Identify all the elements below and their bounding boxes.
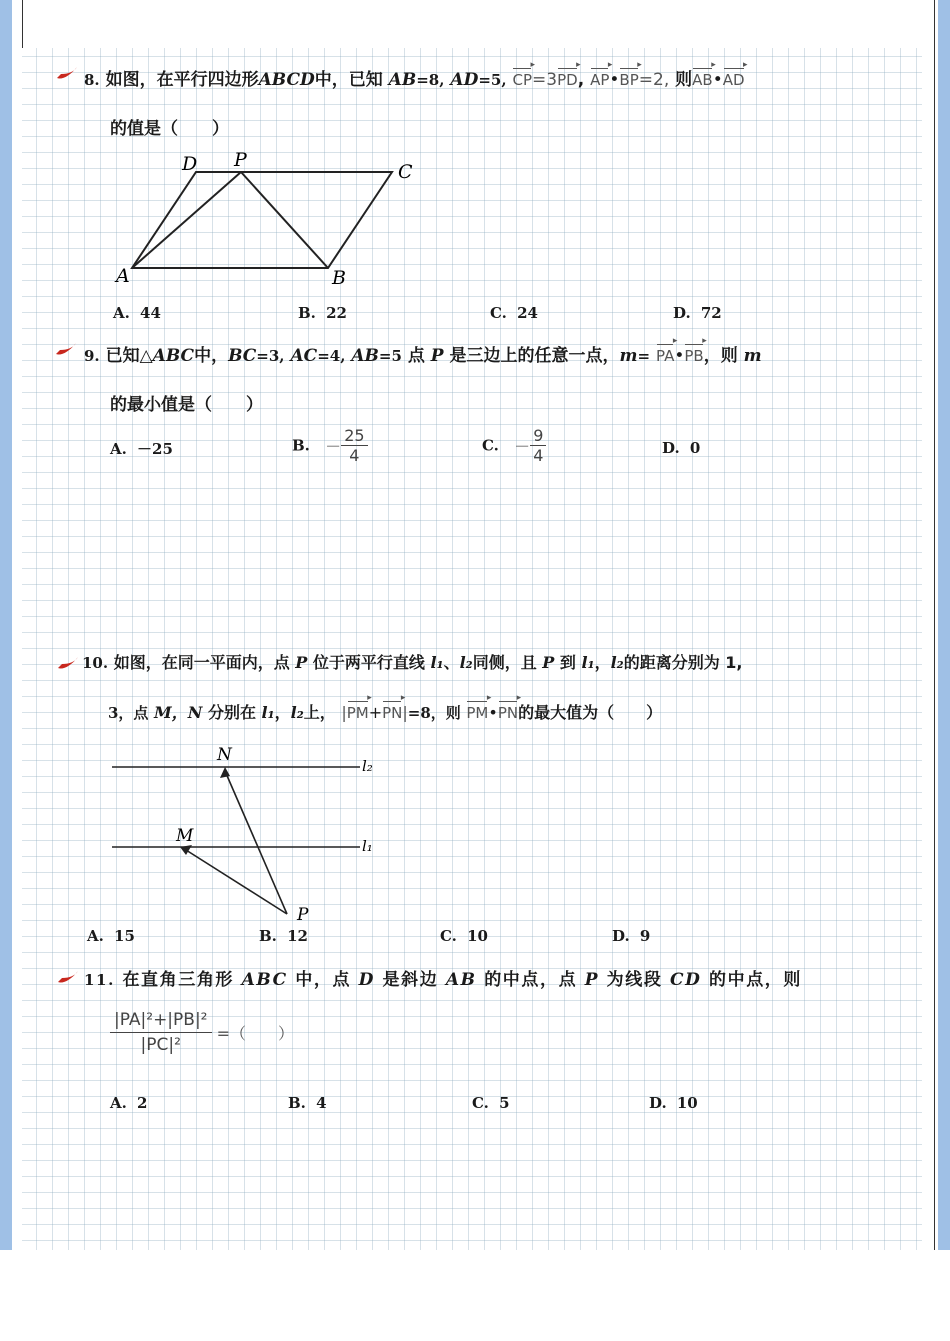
q10-vec-pm2: PM ▸ — [466, 704, 488, 722]
q10-l2b: l₂ — [610, 653, 624, 672]
q8-label-a: A — [116, 265, 130, 287]
q8-vec-pd: PD ▸ — [557, 71, 578, 89]
q10-line2-b: 分别在 — [207, 703, 256, 722]
q10-vec-pn: PN ▸ — [382, 704, 402, 722]
q10-line1-c: 同侧，且 — [472, 653, 537, 672]
q8-shape: ABCD — [258, 70, 315, 90]
question-mark-icon — [56, 66, 78, 80]
question-mark-icon — [57, 970, 79, 984]
q10-eq8: =8，则 — [407, 704, 461, 722]
q9-ab: AB — [351, 346, 379, 366]
q9-stem-d: 是三边上的任意一点， — [449, 346, 620, 366]
q11-fraction: $\frac{\text{|PA|²+|PB|²}}{\text{|PC|²}}$ — [110, 1010, 212, 1055]
question-mark-icon — [55, 342, 77, 356]
q10-plus: + — [368, 703, 383, 722]
q10-l1: l₁ — [430, 653, 444, 672]
q8-number: 8. — [84, 71, 100, 89]
q11-tri: ABC — [241, 970, 288, 990]
q9-m2: m — [743, 346, 762, 366]
q11-cd: CD — [669, 970, 702, 990]
q8-dot: • — [609, 70, 620, 90]
q10-line2 — [108, 700, 662, 723]
q10-sep: 、 — [443, 653, 460, 672]
q10-label-p: P — [297, 905, 309, 925]
q11-stem-f: 的中点，则 — [709, 970, 802, 990]
q9-line2: 的最小值是（ ） — [110, 395, 263, 415]
q10-comma: ， — [594, 653, 611, 672]
q8-line2: 的值是（ ） — [110, 119, 229, 139]
q10-p: P — [295, 653, 308, 672]
q8-option-a[interactable]: A. 44 — [113, 304, 161, 322]
q11-tail: =（ ） — [216, 1024, 295, 1043]
q11-stem-e: 为线段 — [606, 970, 663, 990]
q8-line1 — [84, 65, 745, 90]
q11-option-b[interactable]: B. 4 — [288, 1094, 327, 1112]
q9-option-c-fraction: $\frac{9}{4}$ — [530, 426, 546, 465]
right-margin-bar — [938, 0, 950, 1250]
q8-stem-b: 中，已知 — [314, 70, 383, 90]
q10-line2-d: 的最大值为（ ） — [518, 703, 663, 722]
q11-option-a[interactable]: A. 2 — [110, 1094, 148, 1112]
q9-tri: ABC — [152, 346, 195, 366]
q8-eq2: =2, — [638, 70, 670, 90]
q11-stem-b: 中，点 — [295, 970, 352, 990]
q8-stem-a: 如图，在平行四边形 — [105, 70, 259, 90]
q11-option-d[interactable]: D. 10 — [649, 1094, 698, 1112]
question-mark-icon — [57, 656, 79, 670]
q9-stem-e: ，则 — [703, 346, 738, 366]
q11-line1 — [84, 965, 802, 990]
q8-vec-ad: AD ▸ — [723, 71, 745, 89]
q8-comma: , — [577, 70, 585, 90]
q10-option-a[interactable]: A. 15 — [87, 927, 135, 945]
q9-stem-a: 已知△ — [105, 346, 153, 366]
left-margin-bar — [0, 0, 12, 1250]
q9-ac-val: =4, — [317, 347, 346, 365]
q11-stem-d: 的中点，点 — [484, 970, 578, 990]
q8-vec-ab: AB ▸ — [692, 71, 713, 89]
q10-parallel-lines-figure — [100, 740, 390, 926]
q8-figure-lines — [132, 172, 392, 268]
q10-arrow-n — [220, 767, 230, 778]
q8-label-d: D — [182, 153, 198, 175]
q8-option-b[interactable]: B. 22 — [298, 304, 347, 322]
q9-number: 9. — [84, 347, 100, 365]
q9-eq: = — [637, 347, 651, 365]
q10-comma2: ， — [274, 703, 291, 722]
q8-vec-bp: BP ▸ — [619, 71, 638, 89]
q8-ad: AD — [450, 70, 479, 90]
q11-number: 11. — [84, 971, 115, 989]
q8-vec-cp: CP ▸ — [512, 71, 532, 89]
q9-option-a[interactable]: A. －25 — [110, 440, 173, 458]
q9-m: m — [619, 346, 638, 366]
q11-d: D — [358, 970, 376, 990]
q8-segment-pb — [241, 172, 328, 268]
q9-option-b-fraction: $\frac{25}{4}$ — [341, 426, 367, 465]
q9-option-b[interactable]: B. － $\frac{25}{4}$ — [292, 426, 368, 465]
q10-dot: • — [488, 703, 498, 722]
q9-line1 — [84, 341, 762, 366]
q10-label-l1: l₁ — [362, 837, 373, 855]
q8-dot2: • — [712, 70, 723, 90]
q8-ab-val: =8, — [416, 71, 445, 89]
q9-stem-b: 中， — [194, 346, 229, 366]
q10-label-n: N — [217, 745, 232, 765]
q10-l1c: l₁ — [261, 703, 275, 722]
q9-ab-val: =5 — [378, 347, 402, 365]
q10-vec-pn2: PN ▸ — [498, 704, 518, 722]
q10-number: 10. — [82, 654, 109, 672]
q10-line1-b: 位于两平行直线 — [312, 653, 425, 672]
q10-option-c[interactable]: C. 10 — [440, 927, 488, 945]
q11-expression — [110, 1010, 294, 1055]
q8-ad-val: =5, — [478, 71, 507, 89]
q9-bc: BC — [228, 346, 257, 366]
q8-parallelogram — [132, 172, 392, 268]
q10-abs-open: | — [341, 703, 347, 722]
q9-vec-pb: PB ▸ — [684, 347, 703, 365]
right-page-edge — [934, 0, 935, 1250]
q10-line1-a: 如图，在同一平面内，点 — [113, 653, 290, 672]
q10-vec-pm: PM ▸ — [347, 704, 369, 722]
q10-mn: M，N — [154, 703, 203, 722]
q9-stem-c: 点 — [407, 346, 425, 366]
q10-line2-c: 上， — [303, 703, 336, 722]
q8-label-b: B — [332, 267, 346, 289]
q8-ze: 则 — [675, 70, 693, 90]
q10-line1-e: 的距离分别为 1, — [623, 653, 743, 672]
q11-option-c[interactable]: C. 5 — [472, 1094, 510, 1112]
q10-line1-d: 到 — [559, 653, 576, 672]
q10-abs-close: | — [402, 703, 408, 722]
q10-l2: l₂ — [459, 653, 473, 672]
q11-ab: AB — [445, 970, 477, 990]
q10-option-b[interactable]: B. 12 — [259, 927, 308, 945]
q10-label-l2: l₂ — [362, 757, 373, 775]
q10-line2-a: 3，点 — [108, 704, 149, 722]
q10-line1 — [82, 650, 742, 673]
q9-p: P — [430, 346, 444, 366]
q9-vec-pa: PA ▸ — [656, 347, 674, 365]
q10-figure-lines — [112, 767, 360, 914]
q11-p: P — [584, 970, 600, 990]
q9-bc-val: =3, — [256, 347, 285, 365]
q9-dot: • — [674, 346, 685, 366]
q10-p2: P — [542, 653, 555, 672]
q9-ac: AC — [290, 346, 318, 366]
q11-stem-a: 在直角三角形 — [122, 970, 235, 990]
q8-ab: AB — [388, 70, 417, 90]
q10-segment-pm — [186, 850, 287, 914]
q9-option-c[interactable]: C. － $\frac{9}{4}$ — [482, 426, 546, 465]
q10-segment-pn — [225, 771, 287, 914]
q8-eq3: =3 — [532, 70, 558, 90]
q9-option-d[interactable]: D. 0 — [662, 439, 701, 457]
q8-option-c[interactable]: C. 24 — [490, 304, 538, 322]
q10-option-d[interactable]: D. 9 — [612, 927, 651, 945]
q8-option-d[interactable]: D. 72 — [673, 304, 722, 322]
q11-stem-c: 是斜边 — [382, 970, 439, 990]
q8-vec-ap: AP ▸ — [590, 71, 609, 89]
q10-l1b: l₁ — [581, 653, 595, 672]
q10-l2c: l₂ — [290, 703, 304, 722]
q10-label-m: M — [176, 826, 194, 846]
q8-label-p: P — [234, 149, 247, 171]
q8-parallelogram-figure — [110, 148, 430, 290]
q8-label-c: C — [398, 161, 413, 183]
